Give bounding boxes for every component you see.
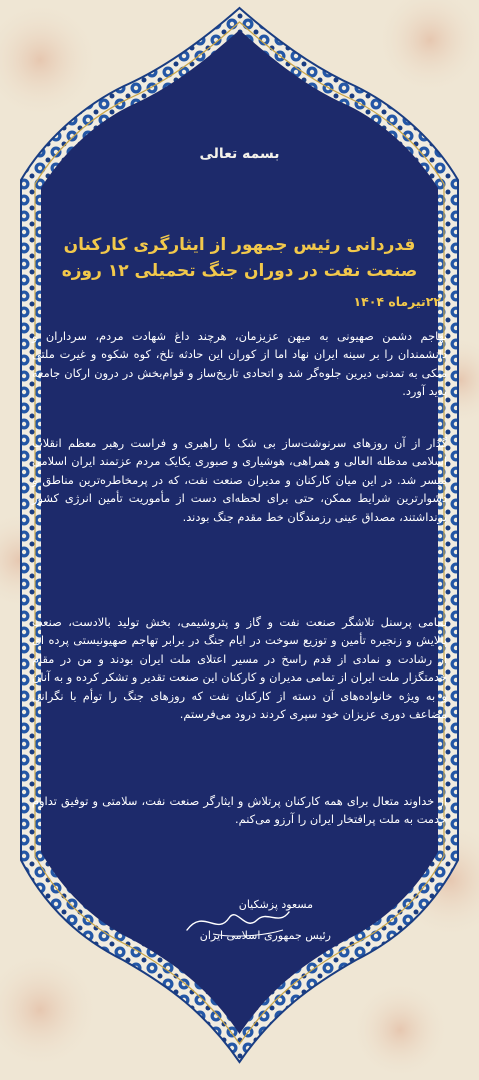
- paragraph-1: تهاجم دشمن صهیونی به میهن عزیزمان، هرچند داغ شهادت مردم، سرداران و دانشمندان را بر سینه ایران نهاد اما از کوران این حادثه تلخ، کوه شکوه و غیرت ملتی متکی به تمدنی دیرین جلوه‌گر شد و اتحادی تاریخ‌ساز و قوام‌بخش در درون ارکان جامعه پدید آورد.: [32, 329, 447, 399]
- paragraph-3: تمامی پرسنل تلاشگر صنعت نفت و گاز و پتروشیمی، بخش تولید بالادست، صنعت پالایش و زنجیره تأمین و توزیع سوخت در ایام جنگ در برابر تهاجم صهیونیستی پرده ای از رشادت و نمادی از قدم راسخ در مسیر اعتلای ملت ایران بودند و من در مقام خدمتگزار ملت ایران از تمامی مدیران و کارکنان این صنعت تقدیر و تشکر کرده و به آنان و به ویژه خانواده‌های آن دسته از کارکنان نفت که روزهای جنگ را توأم با نگرانی مضاعف دوری عزیزان خود سپری کردند درود می‌فرستم.: [32, 615, 447, 722]
- paragraph-4: از خداوند متعال برای همه کارکنان پرتلاش و ایثارگر صنعت نفت، سلامتی و توفیق تداوم خدمت به ملت پرافتخار ایران را آرزو می‌کنم.: [32, 794, 447, 827]
- signer-name: مسعود پزشکیان: [238, 898, 313, 911]
- title-line-2: صنعت نفت در دوران جنگ تحمیلی ۱۲ روزه: [61, 261, 418, 281]
- basmala-heading: بسمه تعالی: [199, 146, 280, 162]
- paragraph-2: گذار از آن روزهای سرنوشت‌ساز بی شک با راهبری و فراست رهبر معظم انقلاب اسلامی مدظله العالی و همراهی، هوشیاری و صبوری یکایک مردم عزتمند ایران اسلامی میسر شد. در این میان کارکنان و مدیران صنعت نفت، که در پرمخاطره‌ترین مناطق و دشوارترین شرایط ممکن، حتی برای لحظه‌ای دست از مأموریت تأمین انرژی کشور برنداشتند، مصداق عینی رزمندگان خط مقدم جنگ بودند.: [32, 436, 447, 524]
- signer-title: رئیس جمهوری اسلامی ایران: [199, 929, 331, 942]
- document-title: [32, 232, 447, 284]
- signature-block: [171, 898, 331, 942]
- handwritten-signature: [183, 900, 293, 940]
- document-date: ۲۲تیرماه ۱۴۰۴: [353, 294, 441, 309]
- navy-panel: [41, 30, 438, 1034]
- title-line-1: قدردانی رئیس جمهور از ایثارگری کارکنان: [63, 235, 416, 255]
